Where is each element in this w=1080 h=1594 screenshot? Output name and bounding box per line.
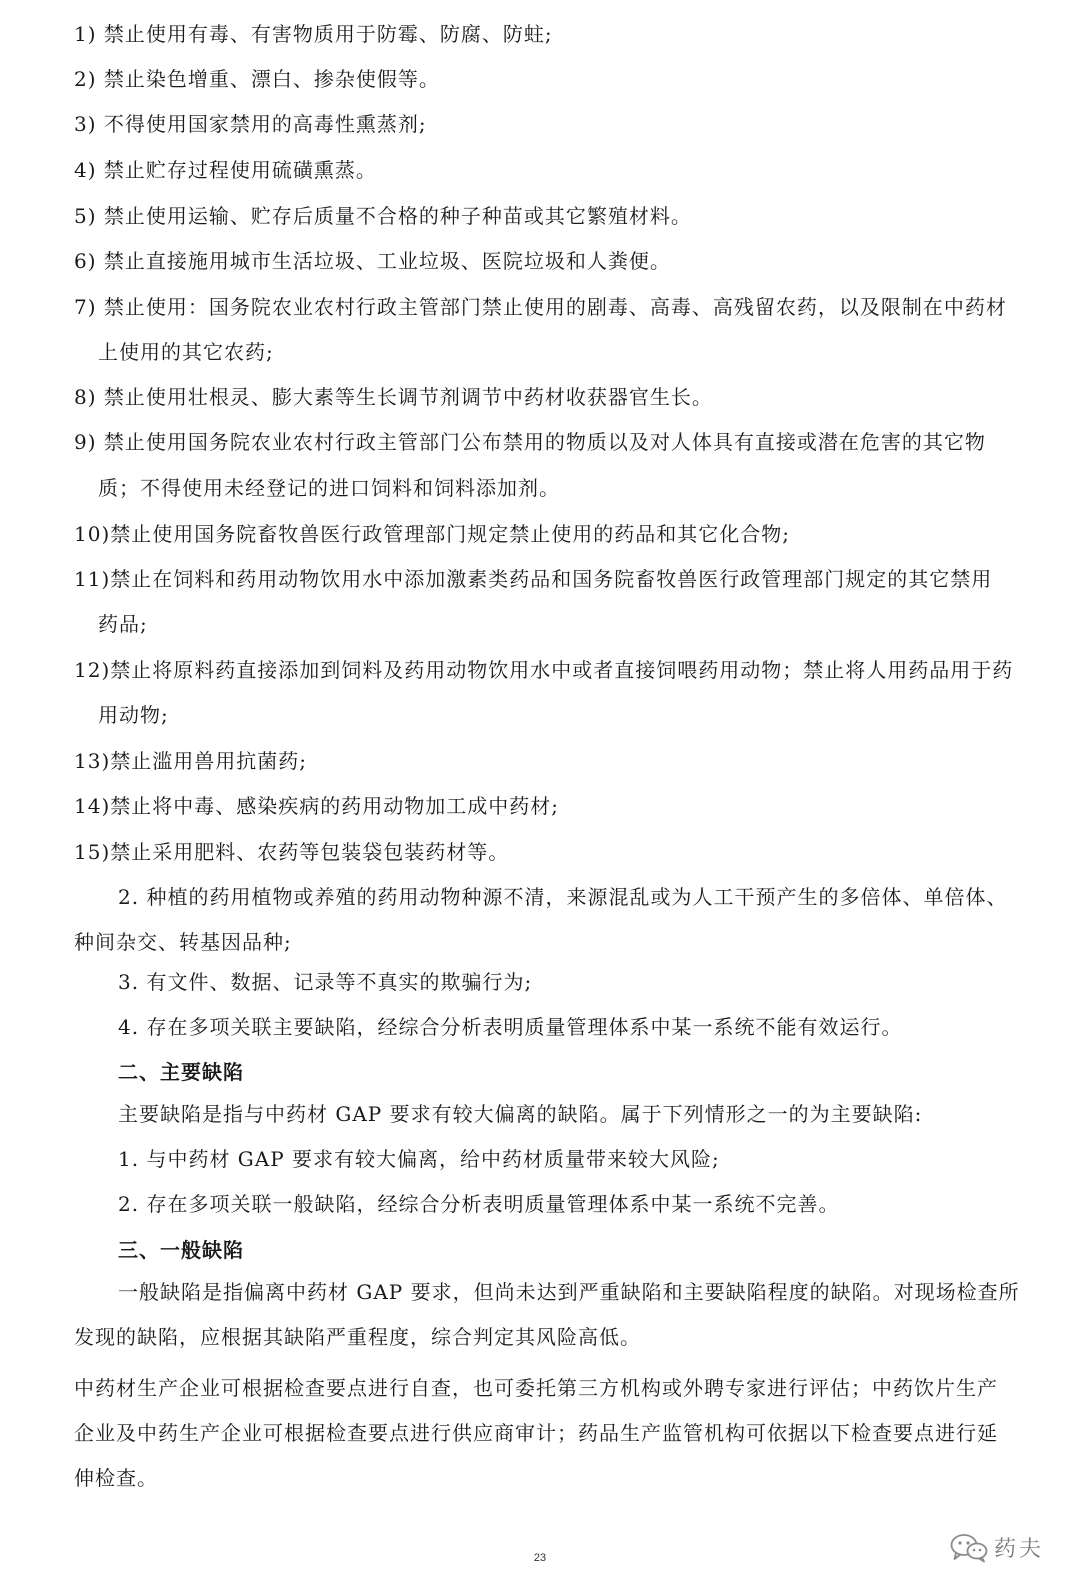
- closing-paragraph-line-1: 中药材生产企业可根据检查要点进行自查，也可委托第三方机构或外聘专家进行评估；中药饮片生产: [74, 1376, 998, 1400]
- numbered-paragraph-3: 3. 有文件、数据、记录等不真实的欺骗行为;: [118, 970, 533, 994]
- wechat-icon: [950, 1533, 988, 1563]
- list-item-12: 12)禁止将原料药直接添加到饲料及药用动物饮用水中或者直接饲喂药用动物；禁止将人用药品用于药: [74, 658, 1014, 682]
- list-item-14: 14)禁止将中毒、感染疾病的药用动物加工成中药材;: [74, 794, 559, 818]
- watermark-text: 药夫: [993, 1537, 1044, 1562]
- section-heading-major-defects: 二、主要缺陷: [118, 1060, 244, 1084]
- list-item-13: 13)禁止滥用兽用抗菌药;: [74, 749, 307, 773]
- list-item-5: 5) 禁止使用运输、贮存后质量不合格的种子种苗或其它繁殖材料。: [74, 204, 692, 228]
- closing-paragraph-line-3: 伸检查。: [74, 1466, 158, 1490]
- major-defects-item-2: 2. 存在多项关联一般缺陷，经综合分析表明质量管理体系中某一系统不完善。: [118, 1192, 840, 1216]
- list-item-15: 15)禁止采用肥料、农药等包装袋包装药材等。: [74, 840, 510, 864]
- list-item-11: 11)禁止在饲料和药用动物饮用水中添加激素类药品和国务院畜牧兽医行政管理部门规定的其它禁用: [74, 567, 993, 591]
- numbered-paragraph-2: 2. 种植的药用植物或养殖的药用动物种源不清，来源混乱或为人工干预产生的多倍体、单倍体、: [118, 885, 1008, 909]
- list-item-6: 6) 禁止直接施用城市生活垃圾、工业垃圾、医院垃圾和人粪便。: [74, 249, 671, 273]
- list-item-7: 7) 禁止使用：国务院农业农村行政主管部门禁止使用的剧毒、高毒、高残留农药，以及限制在中药材: [74, 295, 1007, 319]
- list-item-8: 8) 禁止使用壮根灵、膨大素等生长调节剂调节中药材收获器官生长。: [74, 385, 713, 409]
- closing-paragraph-line-2: 企业及中药生产企业可根据检查要点进行供应商审计；药品生产监管机构可依据以下检查要点进行延: [74, 1421, 998, 1445]
- list-item-12-continued: 用动物;: [98, 703, 169, 727]
- numbered-paragraph-4: 4. 存在多项关联主要缺陷，经综合分析表明质量管理体系中某一系统不能有效运行。: [118, 1015, 903, 1039]
- numbered-paragraph-2-continued: 种间杂交、转基因品种;: [74, 930, 292, 954]
- list-item-3: 3) 不得使用国家禁用的高毒性熏蒸剂;: [74, 112, 427, 136]
- list-item-4: 4) 禁止贮存过程使用硫磺熏蒸。: [74, 158, 377, 182]
- general-defects-definition-continued: 发现的缺陷，应根据其缺陷严重程度，综合判定其风险高低。: [74, 1325, 641, 1349]
- list-item-10: 10)禁止使用国务院畜牧兽医行政管理部门规定禁止使用的药品和其它化合物;: [74, 522, 790, 546]
- list-item-9: 9) 禁止使用国务院农业农村行政主管部门公布禁用的物质以及对人体具有直接或潜在危害的其它物: [74, 430, 986, 454]
- list-item-2: 2) 禁止染色增重、漂白、掺杂使假等。: [74, 67, 440, 91]
- watermark: [950, 1532, 1044, 1563]
- list-item-9-continued: 质；不得使用未经登记的进口饲料和饲料添加剂。: [98, 476, 560, 500]
- section-heading-general-defects: 三、一般缺陷: [118, 1238, 244, 1262]
- list-item-11-continued: 药品;: [98, 612, 148, 636]
- list-item-1: 1) 禁止使用有毒、有害物质用于防霉、防腐、防蛀;: [74, 22, 553, 46]
- list-item-7-continued: 上使用的其它农药;: [98, 340, 274, 364]
- major-defects-item-1: 1. 与中药材 GAP 要求有较大偏离，给中药材质量带来较大风险;: [118, 1147, 720, 1171]
- general-defects-definition: 一般缺陷是指偏离中药材 GAP 要求，但尚未达到严重缺陷和主要缺陷程度的缺陷。对现场检查所: [118, 1280, 1020, 1304]
- page-number: 23: [533, 1552, 547, 1564]
- major-defects-definition: 主要缺陷是指与中药材 GAP 要求有较大偏离的缺陷。属于下列情形之一的为主要缺陷:: [118, 1102, 923, 1126]
